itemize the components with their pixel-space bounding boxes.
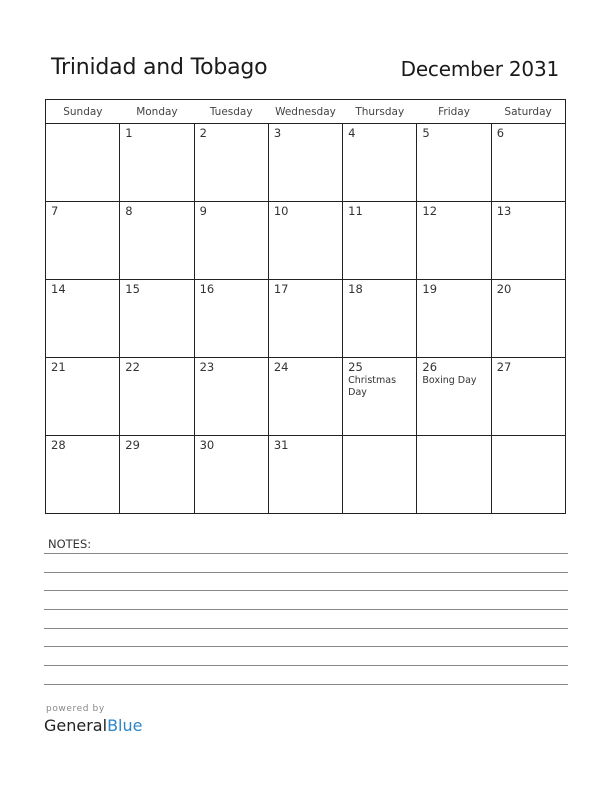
day-cell [268,202,342,280]
day-cell [194,202,268,280]
day-cell [268,280,342,358]
day-number: 16 [199,282,215,296]
day-number: 27 [496,360,512,374]
day-number: 24 [273,360,289,374]
day-cell [417,436,491,514]
day-number: 19 [422,282,438,296]
day-cell [268,124,342,202]
day-number: 22 [125,360,140,374]
holiday-label: Boxing Day [422,375,477,386]
weekday-header: Thursday [343,100,417,124]
day-cell [194,124,268,202]
day-cell [46,202,120,280]
month-title: December 2031 [400,57,559,81]
generalblue-logo[interactable] [44,716,142,735]
week-row [46,202,566,280]
note-line [44,684,568,685]
day-number: 2 [199,126,207,140]
day-number: 14 [51,282,66,296]
day-cell [194,280,268,358]
weekday-header: Friday [417,100,491,124]
day-number: 3 [273,126,282,140]
day-cell [120,436,194,514]
day-cell [491,280,565,358]
day-number: 23 [199,360,215,374]
day-cell [46,436,120,514]
note-line [44,590,568,591]
day-number: 7 [51,204,59,218]
day-cell [491,202,565,280]
calendar-grid [45,99,566,514]
notes-label: NOTES: [48,537,92,551]
weekday-header: Sunday [46,100,120,124]
powered-by-text: powered by [46,704,105,714]
brand-general: General [44,716,108,735]
day-cell [194,436,268,514]
brand-blue: Blue [107,716,143,735]
day-cell [417,202,491,280]
day-cell [120,280,194,358]
day-number: 6 [496,126,505,140]
country-title: Trinidad and Tobago [51,55,268,80]
day-cell [417,124,491,202]
day-cell [417,280,491,358]
day-number: 18 [348,282,363,296]
day-number: 31 [273,438,289,452]
day-cell [194,358,268,436]
day-cell [46,280,120,358]
weekday-header: Tuesday [194,100,268,124]
day-cell [343,436,417,514]
day-number: 9 [199,204,207,218]
day-number: 8 [125,204,133,218]
day-number: 10 [273,204,289,218]
day-number: 13 [496,204,512,218]
holiday-label: Christmas Day [348,375,397,398]
calendar-body [46,124,566,514]
day-number: 20 [496,282,512,296]
day-cell [491,436,565,514]
day-cell [417,358,491,436]
day-cell [120,358,194,436]
day-cell [343,202,417,280]
weekday-header: Saturday [491,100,565,124]
day-number: 26 [422,360,438,374]
note-line [44,628,568,629]
note-line [44,609,568,610]
weekday-header: Monday [120,100,194,124]
day-cell [343,124,417,202]
day-cell [120,202,194,280]
day-cell [268,358,342,436]
day-number: 21 [51,360,66,374]
day-number: 5 [422,126,430,140]
day-cell [491,124,565,202]
day-cell [491,358,565,436]
day-number: 12 [422,204,438,218]
day-cell [343,358,417,436]
day-cell [268,436,342,514]
note-line [44,665,568,666]
day-cell [343,280,417,358]
note-line [44,646,568,647]
note-line [44,572,568,573]
day-number: 4 [348,126,356,140]
day-number: 28 [51,438,66,452]
note-line [44,553,568,554]
weekday-header: Wednesday [268,100,342,124]
week-row [46,358,566,436]
day-cell [120,124,194,202]
day-number: 30 [199,438,215,452]
day-number: 25 [348,360,363,374]
day-cell [46,358,120,436]
day-number: 11 [348,204,363,218]
day-cell [46,124,120,202]
day-number: 17 [273,282,289,296]
week-row [46,124,566,202]
weekday-header-row [46,100,566,124]
day-number: 1 [125,126,133,140]
week-row [46,436,566,514]
day-number: 29 [125,438,140,452]
week-row [46,280,566,358]
day-number: 15 [125,282,140,296]
